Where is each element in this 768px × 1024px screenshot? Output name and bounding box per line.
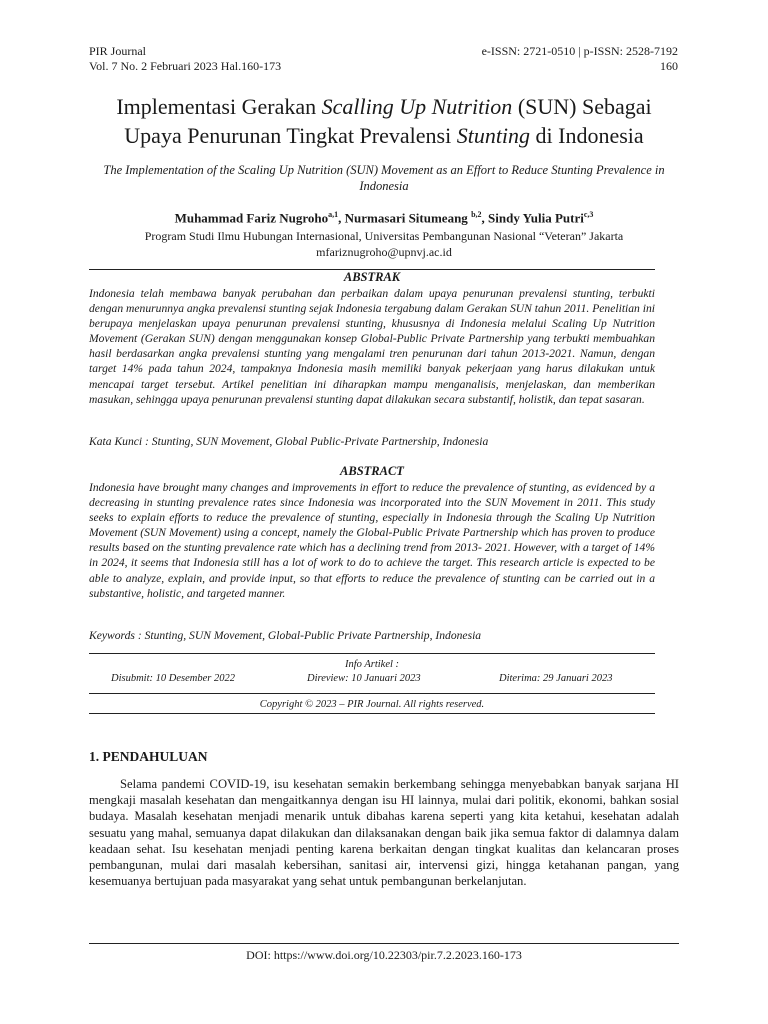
divider-info-top [89, 653, 655, 654]
divider-footer [89, 943, 679, 944]
author-list: Muhammad Fariz Nugroho$^{a,1}$, Nurmasari Situmeang $^{b,2}$, Sindy Yulia Putri$^{c,3}$ [174, 210, 594, 226]
journal-issn: e-ISSN: 2721-0510 | p-ISSN: 2528-7192 [481, 44, 678, 58]
copyright-notice: Copyright © 2023 – PIR Journal. All rights reserved. [259, 699, 485, 710]
title-part-2: Scalling Up Nutrition [321, 94, 513, 119]
section-heading-introduction: 1. PENDAHULUAN [89, 749, 208, 764]
article-info-heading: Info Artikel : [344, 659, 400, 670]
author-3-affiliation-mark: c,3 [583, 210, 594, 219]
author-1: Muhammad Fariz Nugroho [174, 210, 329, 226]
author-2-affiliation-mark: b,2 [471, 210, 482, 219]
divider-info-middle [89, 693, 655, 694]
article-title [60, 92, 708, 150]
page-number: 160 [660, 59, 678, 73]
abstract-keywords: Keywords : Stunting, SUN Movement, Global-Public Private Partnership, Indonesia [89, 629, 482, 642]
abstract-body: Indonesia have brought many changes and improvements in effort to reduce the prevalence of stunting, as evidenced by a decreasing in stunting prevalence rates since Indonesia was incorporated into the SUN Movement in 2011. This study seeks to explain efforts to reduce the prevalence of stunting, especially in Indonesia through the Scaling Up Nutrition Movement (SUN Movement) using a concept, namely the Global-Public Private Partnership which has proven to produce results based on the stunting prevalence rate which has a declining trend from 2013- 2021. However, with a target of 14% in 2024, it seems that Indonesia still has a lot of work to do to achieve the target. This research article is expected to be able to analyze, explain, and provide input, so that efforts to reduce the prevalence of stunting can be carried out in a substantive, holistic, and targeted manner. [89, 481, 655, 600]
title-part-6: di Indonesia [530, 123, 644, 148]
date-submitted: Disubmit: 10 Desember 2022 [111, 673, 235, 684]
journal-name: PIR Journal [89, 44, 146, 58]
abstrak-heading: ABSTRAK [343, 270, 401, 284]
title-part-4: Upaya Penurunan Tingkat Prevalensi [124, 123, 457, 148]
abstract-heading: ABSTRACT [340, 464, 404, 478]
author-2: Nurmasari Situmeang [344, 210, 472, 226]
author-affiliation: Program Studi Ilmu Hubungan Internasional, Universitas Pembangunan Nasional “Veteran” Jakarta [144, 229, 624, 243]
doi-link[interactable]: DOI: https://www.doi.org/10.22303/pir.7.2.2023.160-173 [246, 948, 522, 962]
journal-volume: Vol. 7 No. 2 Februari 2023 Hal.160-173 [89, 59, 282, 73]
abstrak-body: Indonesia telah membawa banyak perubahan dan perbaikan dalam upaya penurunan prevalensi stunting, terbukti dengan menurunnya angka prevalensi stunting sejak Indonesia tergabung dalam Gerakan SUN tahun 2011. Penelitian ini berupaya menjelaskan upaya penurunan prevalensi stunting, khususnya di Indonesia melalui Scaling Up Nutrition Movement (Gerakan SUN) dengan menggunakan konsep Global-Public Private Partnership yang terbukti membuahkan hasil berdasarkan angka prevalensi stunting yang mengalami tren penurunan dari tahun 2013-2021. Namun, dengan target 14% pada tahun 2024, tampaknya Indonesia masih memiliki banyak pekerjaan yang harus dilakukan untuk mencapai target tersebut. Artikel penelitian ini diharapkan mampu menganalisis, menjelaskan, dan memberikan masukan, sehingga upaya penurunan prevalensi stunting dapat dilakukan secara substantif, holistik, dan tepat sasaran. [89, 287, 655, 406]
title-part-3: (SUN) Sebagai [512, 94, 652, 119]
abstrak-keywords: Kata Kunci : Stunting, SUN Movement, Global Public-Private Partnership, Indonesia [89, 435, 489, 448]
introduction-paragraph: Selama pandemi COVID-19, isu kesehatan semakin berkembang sehingga menyebabkan banyak sarjana HI mengkaji masalah kesehatan dan mengaitkannya dengan isu HI lainnya, mulai dari politik, ekonomi, bahkan sosial budaya. Masalah kesehatan menjadi menarik untuk dibahas karena seperti yang kita ketahui, kesehatan adalah sesuatu yang mahal, semuanya dapat dilakukan dan dilaksanakan dengan baik jika semua faktor di dalamnya dalam keadaan sehat. Isu kesehatan menjadi penting karena berkaitan dengan tingkat kualitas dan kelancaran proses pembangunan, mulai dari masalah kebersihan, sanitasi air, intervensi gizi, hingga ketahanan pangan, yang kesemuanya bertujuan pada masyarakat yang sehat untuk pembangunan berkelanjutan. [89, 777, 679, 889]
article-subtitle: The Implementation of the Scaling Up Nutrition (SUN) Movement as an Effort to Reduce Stunting Prevalence in Indonesia [103, 163, 665, 193]
running-header-left [89, 44, 281, 74]
divider-info-bottom [89, 713, 655, 714]
date-reviewed: Direview: 10 Januari 2023 [307, 673, 421, 684]
author-email: mfariznugroho@upnvj.ac.id [316, 245, 452, 259]
title-part-5: Stunting [456, 123, 531, 148]
author-1-affiliation-mark: a,1 [328, 210, 339, 219]
date-accepted: Diterima: 29 Januari 2023 [499, 673, 613, 684]
running-header-right [482, 44, 678, 74]
author-3: Sindy Yulia Putri [488, 210, 584, 226]
title-part-1: Implementasi Gerakan [116, 94, 322, 119]
